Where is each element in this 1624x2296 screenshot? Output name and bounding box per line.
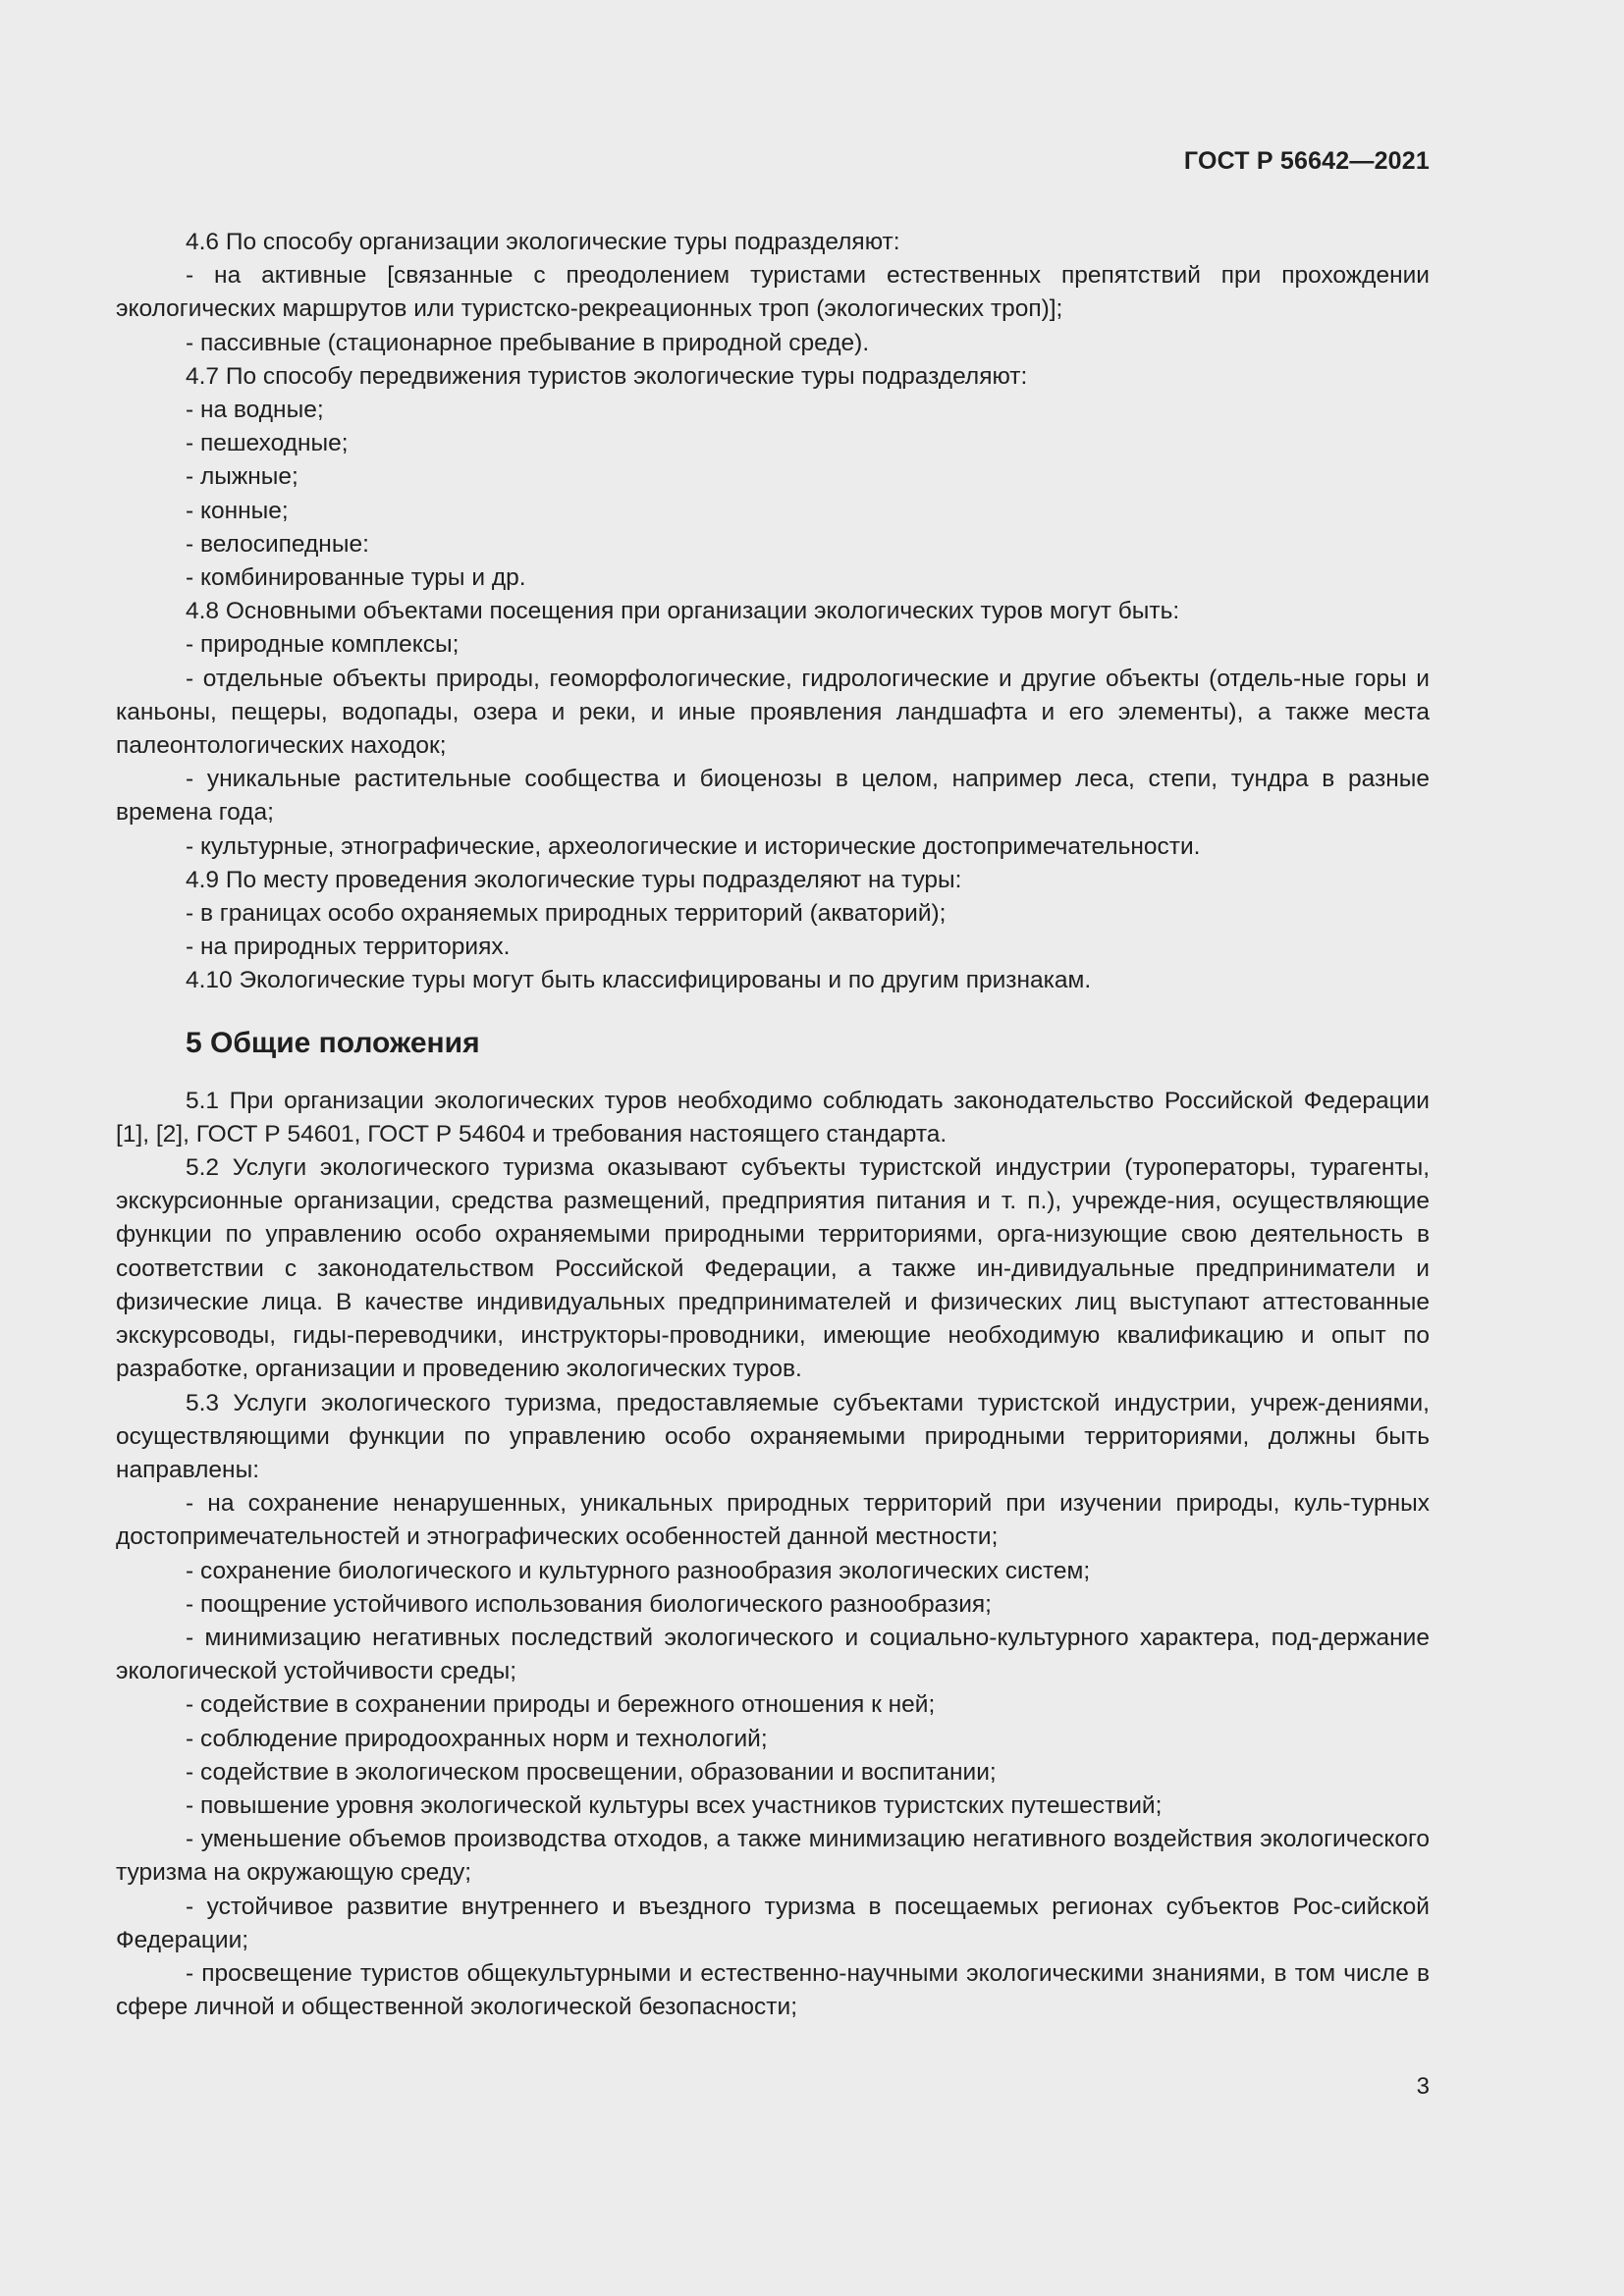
list-item: - пассивные (стационарное пребывание в природной среде). xyxy=(186,329,870,356)
list-item: - пешеходные; xyxy=(186,430,349,457)
clause-4-6: 4.6 По способу организации экологические туры подразделяют: xyxy=(186,229,900,255)
list-item: - на активные [связанные с преодолением туристами естественных препятствий при прохождении экологических маршрутов или туристско-рекреационных троп (экологических троп)]; xyxy=(116,262,1430,323)
list-item: - уникальные растительные сообщества и биоценозы в целом, например леса, степи, тундра в разные времена года; xyxy=(116,766,1430,827)
list-item: - поощрение устойчивого использования биологического разнообразия; xyxy=(186,1590,992,1618)
page-body xyxy=(116,226,1430,2024)
list-item: - в границах особо охраняемых природных территорий (акваторий); xyxy=(186,900,947,928)
list-item: - содействие в сохранении природы и бережного отношения к ней; xyxy=(186,1691,936,1719)
list-item: - соблюдение природоохранных норм и технологий; xyxy=(186,1725,768,1752)
list-item: - отдельные объекты природы, геоморфологические, гидрологические и другие объекты (отдель-ные горы и каньоны, пещеры, водопады, озера и реки, и иные проявления ландшафта и его элементы), а также места палеонтологических находок; xyxy=(116,665,1430,760)
list-item: - уменьшение объемов производства отходов, а также минимизацию негативного воздействия экологического туризма на окружающую среду; xyxy=(116,1826,1430,1887)
clause-5-3: 5.3 Услуги экологического туризма, предоставляемые субъектами туристской индустрии, учреж-дениями, осуществляющими функции по управлению особо охраняемыми природными территориями, должны быть направлены: xyxy=(116,1389,1430,1483)
list-item: - минимизацию негативных последствий экологического и социально-культурного характера, под-держание экологической устойчивости среды; xyxy=(116,1624,1430,1685)
list-item: - лыжные; xyxy=(186,463,298,491)
list-item: - повышение уровня экологической культуры всех участников туристских путешествий; xyxy=(186,1791,1163,1819)
clause-4-9: 4.9 По месту проведения экологические туры подразделяют на туры: xyxy=(186,866,962,893)
clause-5-2: 5.2 Услуги экологического туризма оказывают субъекты туристской индустрии (туроператоры, турагенты, экскурсионные организации, средства размещений, предприятия питания и т. п.), учрежде-ния, осуществляющие функции по управлению особо охраняемыми природными территориями, орга-низующие свою деятельность в соответствии с законодательством Российской Федерации, а также ин-дивидуальные предприниматели и физические лица. В качестве индивидуальных предпринимателей и физических лиц выступают аттестованные экскурсоводы, гиды-переводчики, инструкторы-проводники, имеющие необходимую квалификацию и опыт по разработке, организации и проведению экологических туров. xyxy=(116,1154,1430,1383)
page-number: 3 xyxy=(1416,2073,1430,2100)
clause-4-10: 4.10 Экологические туры могут быть классифицированы и по другим признакам. xyxy=(186,967,1092,994)
clause-4-8: 4.8 Основными объектами посещения при организации экологических туров могут быть: xyxy=(186,598,1180,625)
list-item: - устойчивое развитие внутреннего и въездного туризма в посещаемых регионах субъектов Рос-сийской Федерации; xyxy=(116,1893,1430,1953)
list-item: - содействие в экологическом просвещении, образовании и воспитании; xyxy=(186,1758,997,1786)
list-item: - на водные; xyxy=(186,397,324,424)
list-item: - природные комплексы; xyxy=(186,631,460,659)
list-item: - культурные, этнографические, археологические и исторические достопримечательности. xyxy=(186,832,1201,860)
clause-4-7: 4.7 По способу передвижения туристов экологические туры подразделяют: xyxy=(186,362,1028,390)
section-5-heading: 5 Общие положения xyxy=(186,1026,480,1059)
clause-5-1: 5.1 При организации экологических туров необходимо соблюдать законодательство Российской Федерации [1], [2], ГОСТ Р 54601, ГОСТ Р 54604 и требования настоящего стандарта. xyxy=(116,1087,1430,1148)
document-code: ГОСТ Р 56642—2021 xyxy=(1183,147,1430,175)
list-item: - на сохранение ненарушенных, уникальных природных территорий при изучении природы, куль-турных достопримечательностей и этнографических особенностей данной местности; xyxy=(116,1490,1430,1551)
list-item: - комбинированные туры и др. xyxy=(186,564,526,592)
list-item: - сохранение биологического и культурного разнообразия экологических систем; xyxy=(186,1557,1091,1584)
list-item: - просвещение туристов общекультурными и естественно-научными экологическими знаниями, в том числе в сфере личной и общественной экологической безопасности; xyxy=(116,1959,1430,2021)
list-item: - на природных территориях. xyxy=(186,934,511,961)
list-item: - велосипедные: xyxy=(186,530,369,558)
list-item: - конные; xyxy=(186,497,289,524)
